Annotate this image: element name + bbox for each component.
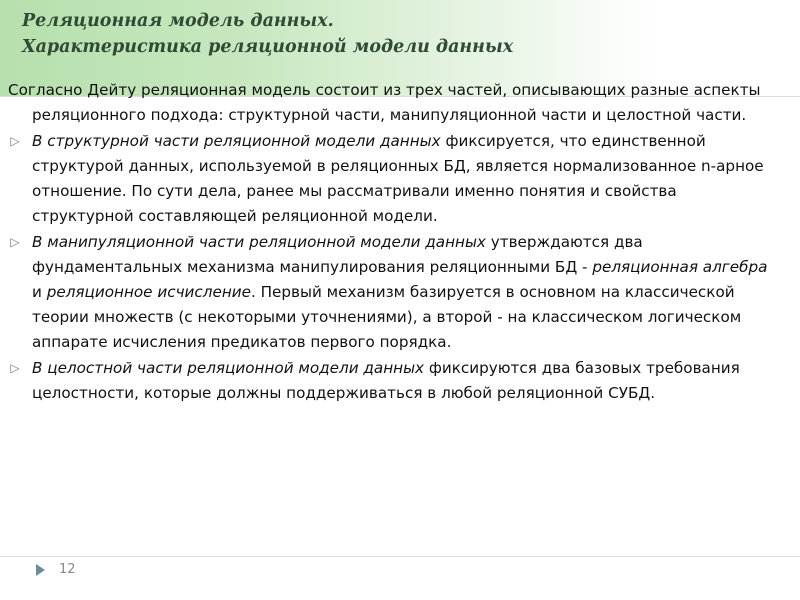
bullet-integrity-part: [8, 356, 768, 406]
page-number: 12: [59, 562, 76, 577]
bullet-manipulation-emphasis: В манипуляционной части реляционной модели данных: [32, 233, 486, 251]
bullet-manipulation-text-1: утверждаются два фундаментальных механизма манипулирования реляционными БД -: [32, 233, 643, 276]
bullet-integrity-emphasis: В целостной части реляционной модели данных: [32, 359, 425, 377]
footer-divider: [0, 556, 800, 557]
bullet-structural-text: фиксируется, что единственной структурой данных, используемой в реляционных БД, является нормализованное n-арное отношение. По сути дела, ранее мы рассматривали именно понятия и свойства структурной составляющей реляционной модели.: [32, 132, 764, 225]
slide-body: [8, 78, 768, 407]
bullet-manipulation-text-2: и: [32, 283, 47, 301]
play-arrow-icon: [36, 564, 45, 576]
slide-title: [22, 8, 513, 60]
slide-title-line-1: Реляционная модель данных.: [22, 11, 334, 31]
outline-triangle-bullet-icon: ▷: [10, 235, 20, 249]
bullet-manipulation-text-3: . Первый механизм базируется в основном на классической теории множеств (с некоторыми уточнениями), а второй - на классическом логическом аппарате исчисления предикатов первого порядка.: [32, 283, 742, 351]
outline-triangle-bullet-icon: ▷: [10, 361, 20, 375]
relational-algebra-term: реляционная алгебра: [592, 258, 768, 276]
bullet-integrity-text: фиксируются два базовых требования целостности, которые должны поддерживаться в любой реляционной СУБД.: [32, 359, 740, 402]
bullet-structural-part: [8, 129, 768, 229]
outline-triangle-bullet-icon: ▷: [10, 134, 20, 148]
intro-paragraph: Согласно Дейту реляционная модель состоит из трех частей, описывающих разные аспекты реляционного подхода: структурной части, манипуляционной части и целостной части.: [8, 81, 761, 124]
slide-title-line-2: Характеристика реляционной модели данных: [22, 37, 514, 57]
slide-footer: [36, 562, 76, 577]
bullet-structural-emphasis: В структурной части реляционной модели данных: [32, 132, 441, 150]
relational-calculus-term: реляционное исчисление: [46, 283, 251, 301]
bullet-manipulation-part: [8, 230, 768, 355]
